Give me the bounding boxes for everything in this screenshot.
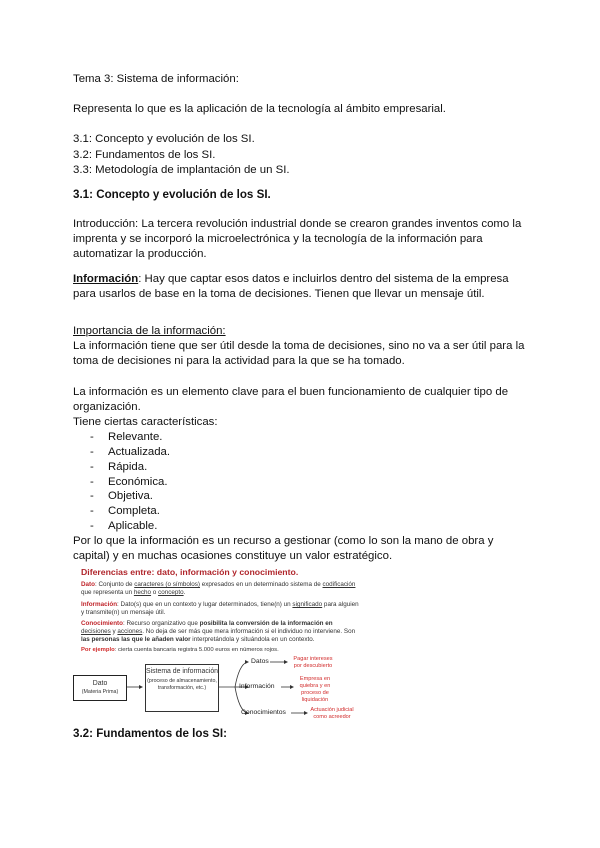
info-text: para alguien y transmite(n) un mensaje útil. [81,601,359,617]
list-item: - Completa. [73,504,533,519]
document-page [73,72,533,741]
list-item: - Rápida. [73,460,533,475]
caracteristicas-intro: Tiene ciertas características: [73,416,218,429]
out-informacion-label: Información [239,683,275,691]
flow-arrows [73,567,503,717]
informacion-paragraph [73,272,533,302]
list-item: - Económica. [73,475,533,490]
conoc-text: : Recurso organizativo que [122,620,200,628]
dato-box-sub: (Materia Prima) [81,689,119,696]
list-item: - Actualizada. [73,445,533,460]
arrowhead [245,660,249,664]
list-item: - Objetiva. [73,489,533,504]
dato-box-title: Dato [92,680,108,688]
note-informacion: Empresa en quiebra y en proceso de liquidación [299,676,331,703]
section-heading-3-1: 3.1: Concepto y evolución de los SI. [73,188,271,202]
importancia-paragraph: La información tiene que ser útil desde la toma de decisiones, sino no va a ser útil para la toma de decisiones ni para la actividad para la que se ha tomado. [73,340,525,368]
elemento-clave-paragraph: La información es un elemento clave para el buen funcionamiento de cualquier tipo de organización. [73,385,509,413]
info-text: significado [292,601,323,609]
conoc-text: las personas las que le añaden valor [81,636,191,644]
list-item: - Aplicable. [73,519,533,534]
out-datos-label: Datos [251,658,269,666]
recurso-paragraph: Por lo que la información es un recurso a gestionar (como lo son la mano de obra y capital) y en muchas ocasiones constituye un valor estratégico. [73,534,494,563]
section-heading-3-2: 3.2: Fundamentos de los SI: [73,727,227,741]
dato-text: codificación [322,581,356,589]
dato-text: concepto [158,589,184,597]
arrowhead [304,711,308,715]
conoc-text: posibilita la conversión de la información en [199,620,333,628]
conoc-text: decisiones [81,628,111,636]
toc-item-3: 3.3: Metodología de implantación de un SI. [73,163,290,176]
informacion-text: : Hay que captar esos datos e incluirlos dentro del sistema de la empresa para usarlos de base en la toma de decisiones. Tienen que llevar un mensaje útil. [73,272,509,300]
dato-informacion-conocimiento-figure [73,567,503,721]
dato-text: hecho [133,589,152,597]
example-label: Por ejemplo [81,647,115,654]
dato-label: Dato [81,581,95,589]
importancia-heading: Importancia de la información: [73,325,226,338]
example-text: : cierta cuenta bancaria registra 5.000 euros en números rojos. [114,647,279,654]
conoc-text: interpretándola y situándola en un contexto. [190,636,315,644]
si-box-title: Sistema de información [146,668,219,676]
dato-text: caracteres (o símbolos) [134,581,201,589]
dato-text: o [151,589,159,597]
arrowhead [139,685,143,689]
note-datos: Pagar intereses por descubierto [293,656,333,670]
conoc-text: acciones [117,628,143,636]
topic-title: Tema 3: Sistema de información: [73,73,239,85]
arrowhead [284,660,288,664]
out-conocimientos-label: Conocimientos [241,709,286,717]
dato-text: . [183,589,186,597]
info-text: : Dato(s) que en un contexto y lugar determinados, tiene(n) un [117,601,293,609]
figure-title: Diferencias entre: dato, información y conocimiento. [81,567,299,578]
intro-line: Representa lo que es la aplicación de la tecnología al ámbito empresarial. [73,103,446,116]
dato-text: expresados en un determinado sistema de [200,581,323,589]
note-conocimientos: Actuación judicial como acreedor [310,707,354,721]
info-label: Información [81,601,118,609]
si-box [145,664,219,712]
dato-box [73,675,127,701]
list-item: - Relevante. [73,430,533,445]
introduccion-paragraph: Introducción: La tercera revolución industrial donde se crearon grandes inventos como la imprenta y se incorporó la microelectrónica y la tecnología de la información para automatizar la producción. [73,218,522,261]
conoc-label: Conocimiento [81,620,123,628]
dato-text: : Conjunto de [95,581,135,589]
toc-item-2: 3.2: Fundamentos de los SI. [73,148,216,161]
toc-item-1: 3.1: Concepto y evolución de los SI. [73,133,255,146]
caracteristicas-list [73,430,533,534]
si-box-sub: (proceso de almacenamiento, transformación, etc.) [147,678,217,692]
conoc-text: . No deja de ser más que mera información si el individuo no interviene. Son [142,628,356,636]
conoc-text: y [110,628,118,636]
informacion-label: Información [73,272,139,285]
dato-text: que representa un [81,589,134,597]
